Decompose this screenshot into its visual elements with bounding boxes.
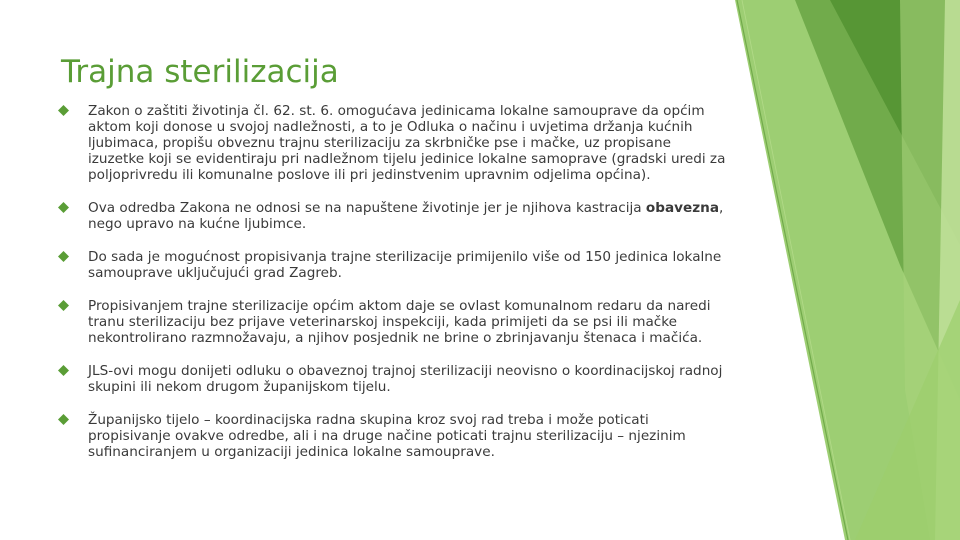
slide-title: Trajna sterilizacija <box>61 54 339 90</box>
bullet-item-5 <box>58 363 728 395</box>
bullet-text-3-part-1: Do sada je mogućnost propisivanja trajne sterilizacije primijenilo više od 150 jedinica lokalne samouprave uključujući grad Zagreb. <box>88 249 722 281</box>
green-diamond-icon <box>58 251 69 262</box>
green-diamond-icon <box>58 105 69 116</box>
green-diamond-icon <box>58 414 69 425</box>
bullet-text-1-part-1: Zakon o zaštiti životinja čl. 62. st. 6. omogućava jedinicama lokalne samouprave da općim aktom koji donose u svojoj nadležnosti, a to je Odluka o načinu i uvjetima držanja kućnih ljubimaca, propišu obveznu trajnu sterilizaciju za skrbničke pse i mačke, uz propisane izuzetke koji se evidentiraju pri nadležnom tijelu jedinice lokalne samoprave (gradski uredi za poljoprivredu ili komunalne poslove ili pri jedinstvenim upravnim odjelima općina). <box>88 103 726 183</box>
bullet-text-6-part-1: Županijsko tijelo – koordinacijska radna skupina kroz svoj rad treba i može poticati propisivanje ovakve odredbe, ali i na druge načine poticati trajnu sterilizaciju – njezinim sufinanciranjem u organizaciji jedinica lokalne samouprave. <box>88 412 686 460</box>
bullet-text-6 <box>88 412 728 460</box>
bullet-text-5-part-1: JLS-ovi mogu donijeti odluku o obaveznoj trajnoj sterilizaciji neovisno o koordinacijskoj radnoj skupini ili nekom drugom županijskom tijelu. <box>88 363 723 395</box>
bullet-text-4 <box>88 298 728 346</box>
bullet-text-1 <box>88 103 728 183</box>
green-diamond-icon <box>58 202 69 213</box>
bullet-text-5 <box>88 363 728 395</box>
green-diamond-icon <box>58 300 69 311</box>
green-diamond-icon <box>58 365 69 376</box>
bullet-text-2-part-3: , nego upravo na kućne ljubimce. <box>88 200 724 232</box>
bullet-item-3 <box>58 249 728 281</box>
bullet-text-2-bold: obavezna <box>645 200 720 216</box>
bullet-text-3 <box>88 249 728 281</box>
bullet-text-2-part-1: Ova odredba Zakona ne odnosi se na napuštene životinje jer je njihova kastracija <box>88 200 646 216</box>
bullet-item-1 <box>58 103 728 183</box>
bullet-text-2 <box>88 200 728 232</box>
bullet-item-4 <box>58 298 728 346</box>
bullet-text-4-part-1: Propisivanjem trajne sterilizacije općim aktom daje se ovlast komunalnom redaru da naredi tranu sterilizaciju bez prijave veterinarskoj inspekciji, kada primijeti da se psi ili mačke nekontrolirano razmnožavaju, a njihov posjednik ne brine o zbrinjavanju štenaca i mačića. <box>88 298 711 346</box>
bullet-list <box>58 103 728 477</box>
bullet-item-2 <box>58 200 728 232</box>
bullet-item-6 <box>58 412 728 460</box>
